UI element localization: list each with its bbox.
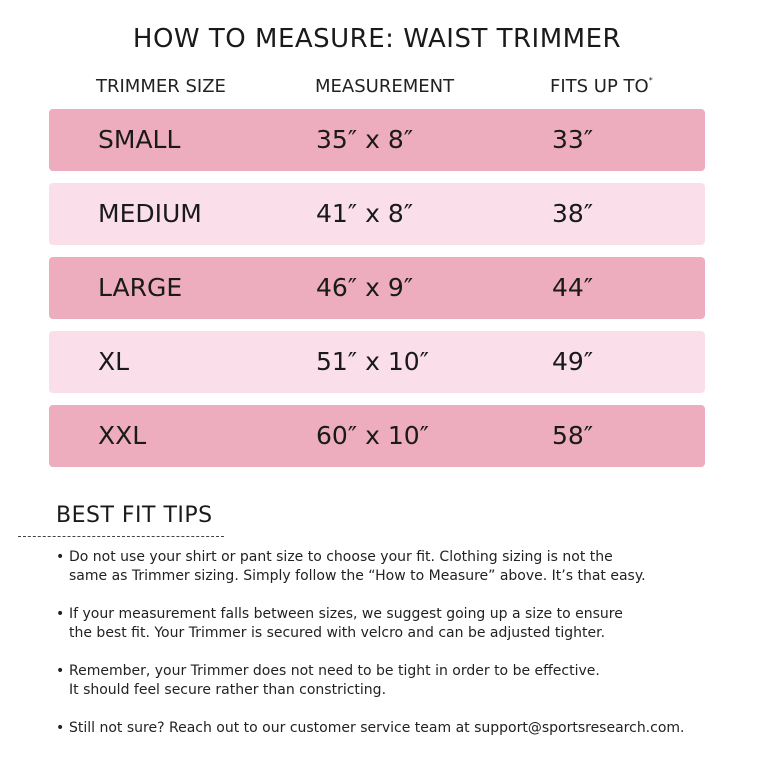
- bullet-icon: •: [56, 606, 65, 622]
- table-row: [49, 405, 705, 467]
- tip-line: Remember, your Trimmer does not need to be tight in order to be effective.: [69, 663, 600, 679]
- tips-divider: [18, 536, 224, 537]
- header-fits-asterisk: *: [648, 76, 653, 85]
- fits-cell: 44″: [552, 273, 594, 302]
- tip-line: Do not use your shirt or pant size to choose your fit. Clothing sizing is not the: [69, 549, 613, 565]
- bullet-icon: •: [56, 720, 65, 736]
- table-header: [0, 76, 768, 100]
- measurement-cell: 41″ x 8″: [316, 199, 414, 228]
- size-cell: XL: [98, 347, 130, 376]
- table-row: [49, 331, 705, 393]
- list-item: [56, 719, 756, 738]
- list-item: [56, 548, 756, 586]
- fits-cell: 58″: [552, 421, 594, 450]
- tip-line: It should feel secure rather than constricting.: [69, 682, 387, 698]
- tips-list: [56, 548, 756, 757]
- size-cell: SMALL: [98, 125, 181, 154]
- header-fits-up-to: [550, 76, 653, 97]
- header-trimmer-size: TRIMMER SIZE: [96, 76, 226, 97]
- bullet-icon: •: [56, 663, 65, 679]
- measurement-cell: 51″ x 10″: [316, 347, 429, 376]
- header-fits-label: FITS UP TO: [550, 76, 649, 97]
- fits-cell: 38″: [552, 199, 594, 228]
- size-cell: LARGE: [98, 273, 183, 302]
- table-row: [49, 257, 705, 319]
- bullet-icon: •: [56, 549, 65, 565]
- header-measurement: MEASUREMENT: [315, 76, 455, 97]
- fits-cell: 49″: [552, 347, 594, 376]
- size-cell: MEDIUM: [98, 199, 202, 228]
- tip-line: same as Trimmer sizing. Simply follow the “How to Measure” above. It’s that easy.: [69, 568, 646, 584]
- page-title: HOW TO MEASURE: WAIST TRIMMER: [132, 24, 622, 54]
- list-item: [56, 662, 756, 700]
- size-cell: XXL: [98, 421, 147, 450]
- tips-heading: BEST FIT TIPS: [56, 503, 213, 528]
- fits-cell: 33″: [552, 125, 594, 154]
- list-item: [56, 605, 756, 643]
- tip-line: Still not sure? Reach out to our customer service team at support@sportsresearch.com.: [69, 720, 685, 736]
- table-row: [49, 183, 705, 245]
- table-row: [49, 109, 705, 171]
- tip-line: If your measurement falls between sizes, we suggest going up a size to ensure: [69, 606, 623, 622]
- measurement-cell: 35″ x 8″: [316, 125, 414, 154]
- tip-line: the best fit. Your Trimmer is secured with velcro and can be adjusted tighter.: [69, 625, 606, 641]
- size-table: [49, 109, 705, 479]
- measurement-cell: 46″ x 9″: [316, 273, 414, 302]
- measurement-cell: 60″ x 10″: [316, 421, 429, 450]
